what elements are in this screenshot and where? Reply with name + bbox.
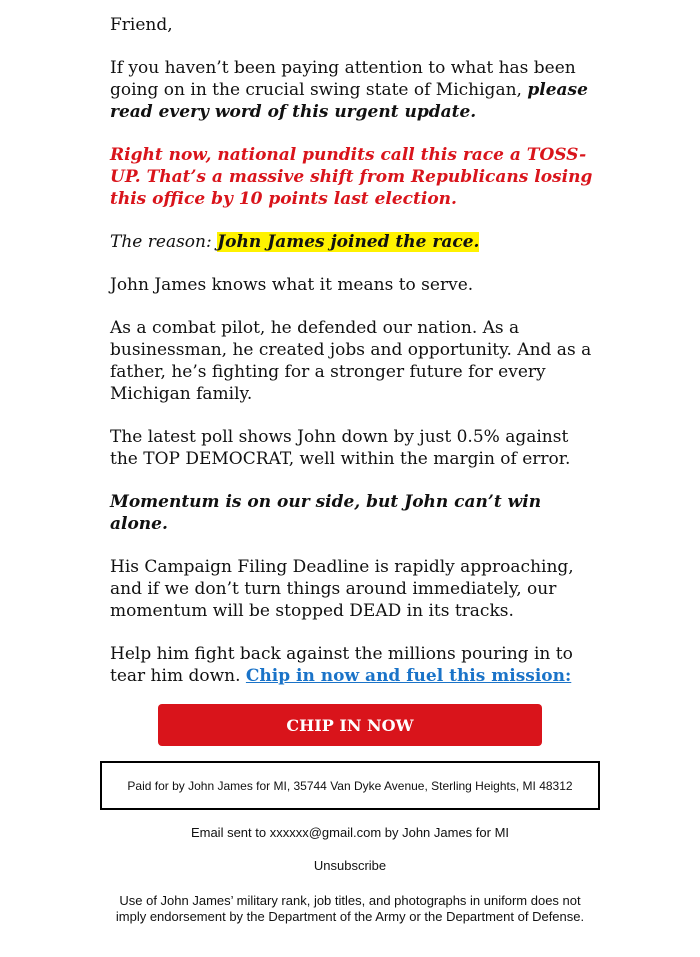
deadline-paragraph: His Campaign Filing Deadline is rapidly approaching, and if we don’t turn things around immediately, our momentum will be stopped DEAD in its tracks. — [110, 557, 574, 621]
paid-for-text: Paid for by John James for MI, 35744 Van Dyke Avenue, Sterling Heights, MI 48312 — [127, 778, 573, 793]
chip-in-link[interactable]: Chip in now and fuel this mission: — [245, 666, 572, 686]
unsubscribe-link[interactable]: Unsubscribe — [313, 858, 387, 873]
email-body — [110, 14, 595, 708]
poll-paragraph: The latest poll shows John down by just 0.5% against the TOP DEMOCRAT, well within the margin of error. — [110, 427, 571, 469]
greeting: Friend, — [110, 15, 173, 35]
paid-for-box — [100, 761, 600, 810]
reason-paragraph — [110, 231, 595, 253]
chip-in-button[interactable]: CHIP IN NOW — [158, 704, 542, 746]
help-text: Help him fight back against the millions pouring in to tear him down. — [110, 644, 573, 686]
help-paragraph — [110, 643, 595, 687]
momentum-paragraph: Momentum is on our side, but John can’t win alone. — [110, 492, 542, 534]
reason-highlight: John James joined the race. — [217, 232, 480, 252]
red-alert-paragraph: Right now, national pundits call this race a TOSS-UP. That’s a massive shift from Republicans losing this office by 10 points last election. — [110, 145, 593, 209]
reason-label: The reason: — [110, 232, 218, 252]
intro-paragraph — [110, 57, 595, 123]
sent-to-text: Email sent to xxxxxx@gmail.com by John James for MI — [190, 825, 510, 840]
disclaimer-text: Use of John James’ military rank, job titles, and photographs in uniform does not imply endorsement by the Department of the Army or the Department of Defense. — [115, 893, 585, 924]
serve-paragraph: John James knows what it means to serve. — [110, 275, 474, 295]
intro-text: If you haven’t been paying attention to what has been going on in the crucial swing state of Michigan, — [110, 58, 576, 100]
background-paragraph: As a combat pilot, he defended our nation. As a businessman, he created jobs and opportunity. And as a father, he’s fighting for a stronger future for every Michigan family. — [110, 318, 592, 404]
intro-emphasis: please read every word of this urgent update. — [110, 80, 588, 122]
